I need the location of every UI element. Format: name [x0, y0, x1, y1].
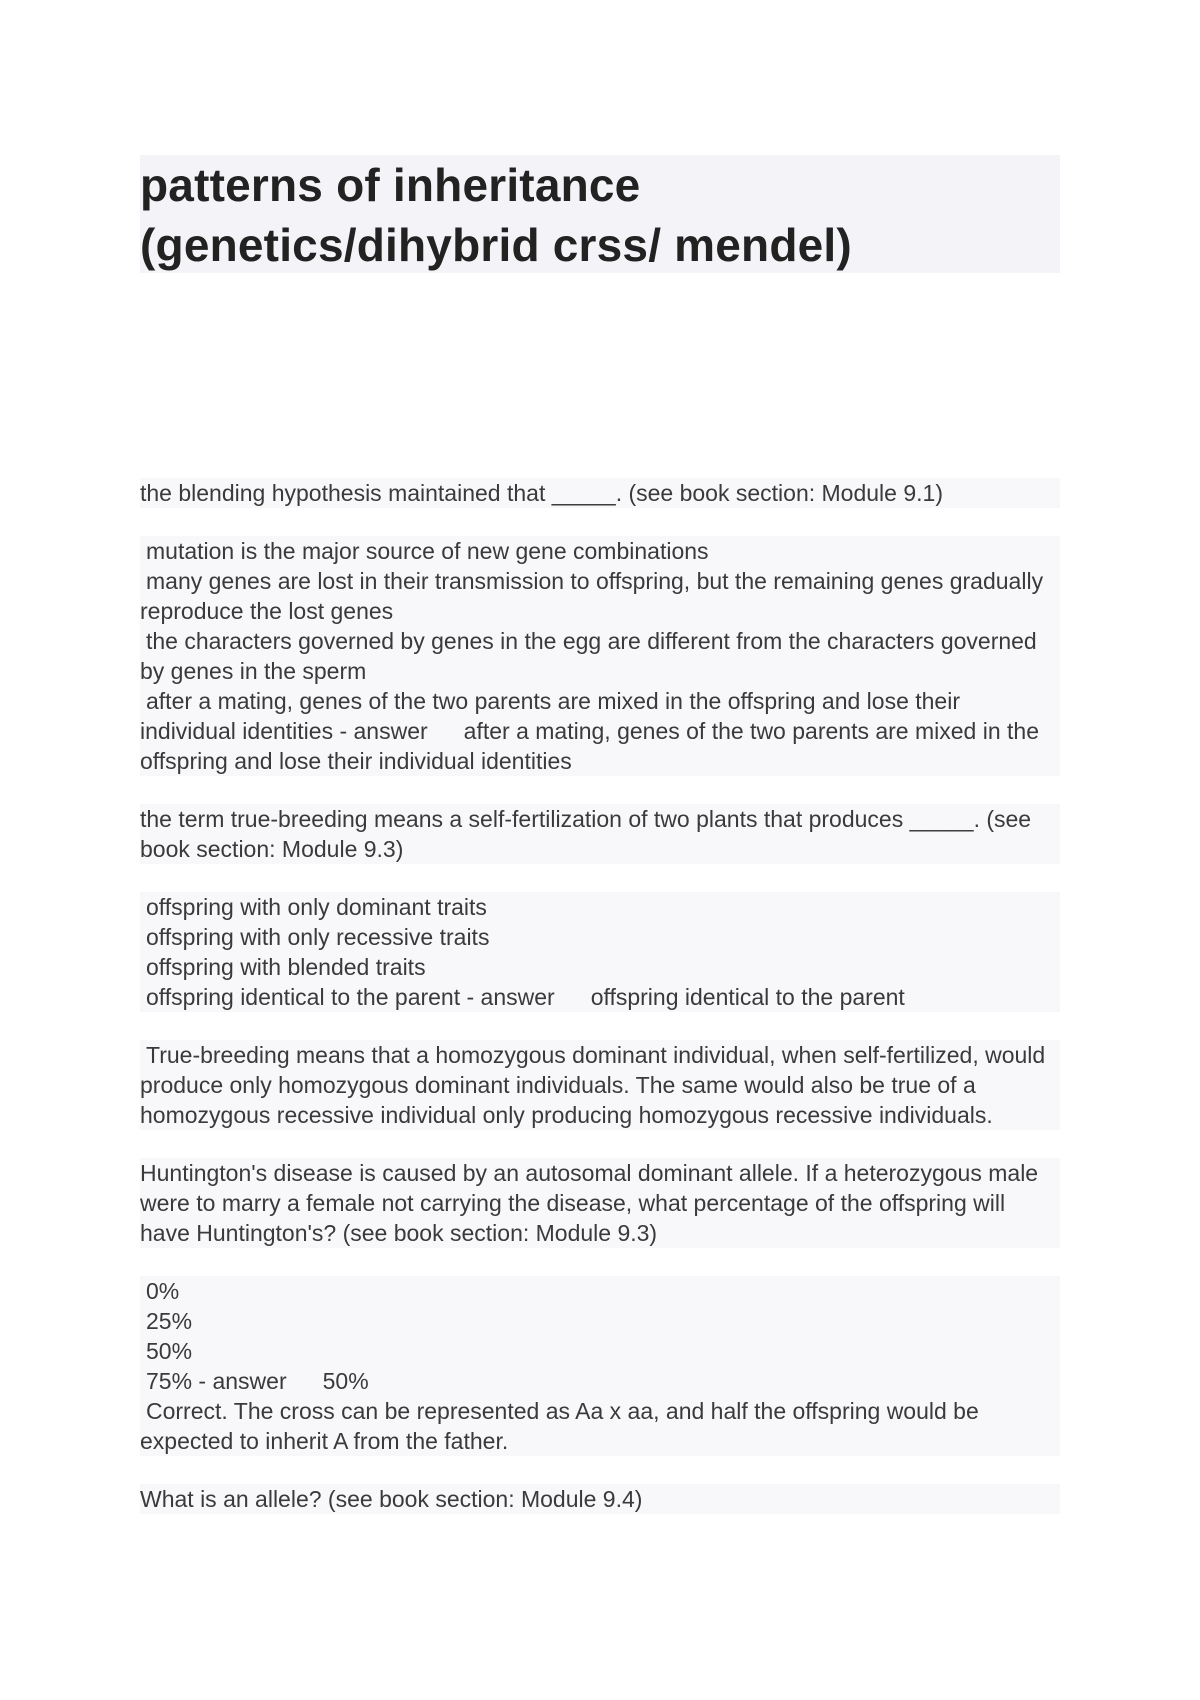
option-text: 75% - answer: [146, 1368, 287, 1394]
page-title: [140, 155, 1060, 275]
title-block: [140, 155, 1060, 273]
title-line-2: (genetics/dihybrid crss/ mendel): [140, 219, 852, 271]
option-item-answer: [140, 982, 1060, 1012]
option-item: offspring with only recessive traits: [140, 922, 1060, 952]
question-3-options: [140, 1276, 1060, 1396]
question-2-options: [140, 892, 1060, 1012]
option-item-answer: [140, 1366, 1060, 1396]
option-item: mutation is the major source of new gene combinations: [140, 536, 1060, 566]
option-text: offspring identical to the parent - answer: [146, 984, 555, 1010]
option-text: after a mating, genes of the two parents are mixed in the offspring and lose their individual identities - answer: [140, 688, 960, 744]
answer-text: offspring identical to the parent: [590, 984, 905, 1010]
option-item: offspring with blended traits: [140, 952, 1060, 982]
option-item: 0%: [140, 1276, 1060, 1306]
explanation-3: Correct. The cross can be represented as Aa x aa, and half the offspring would be expected to inherit A from the father.: [140, 1396, 1060, 1456]
answer-text: after a mating, genes of the two parents are mixed in the offspring and lose their individual identities: [140, 718, 1039, 774]
question-1: the blending hypothesis maintained that _____. (see book section: Module 9.1): [140, 478, 1060, 508]
title-line-1: patterns of inheritance: [140, 159, 641, 211]
option-item: 25%: [140, 1306, 1060, 1336]
flashcard-content: [140, 478, 1060, 1542]
explanation-2: True-breeding means that a homozygous dominant individual, when self-fertilized, would produce only homozygous dominant individuals. The same would also be true of a homozygous recessive individual only producing homozygous recessive individuals.: [140, 1040, 1060, 1130]
question-3: Huntington's disease is caused by an autosomal dominant allele. If a heterozygous male were to marry a female not carrying the disease, what percentage of the offspring will have Huntington's? (see book section: Module 9.3): [140, 1158, 1060, 1248]
option-item-answer: [140, 686, 1060, 776]
option-item: many genes are lost in their transmission to offspring, but the remaining genes gradually reproduce the lost genes: [140, 566, 1060, 626]
option-item: offspring with only dominant traits: [140, 892, 1060, 922]
question-2: the term true-breeding means a self-fertilization of two plants that produces _____. (see book section: Module 9.3): [140, 804, 1060, 864]
question-1-options: [140, 536, 1060, 776]
option-item: the characters governed by genes in the egg are different from the characters governed by genes in the sperm: [140, 626, 1060, 686]
question-4: What is an allele? (see book section: Module 9.4): [140, 1484, 1060, 1514]
option-item: 50%: [140, 1336, 1060, 1366]
answer-text: 50%: [322, 1368, 369, 1394]
